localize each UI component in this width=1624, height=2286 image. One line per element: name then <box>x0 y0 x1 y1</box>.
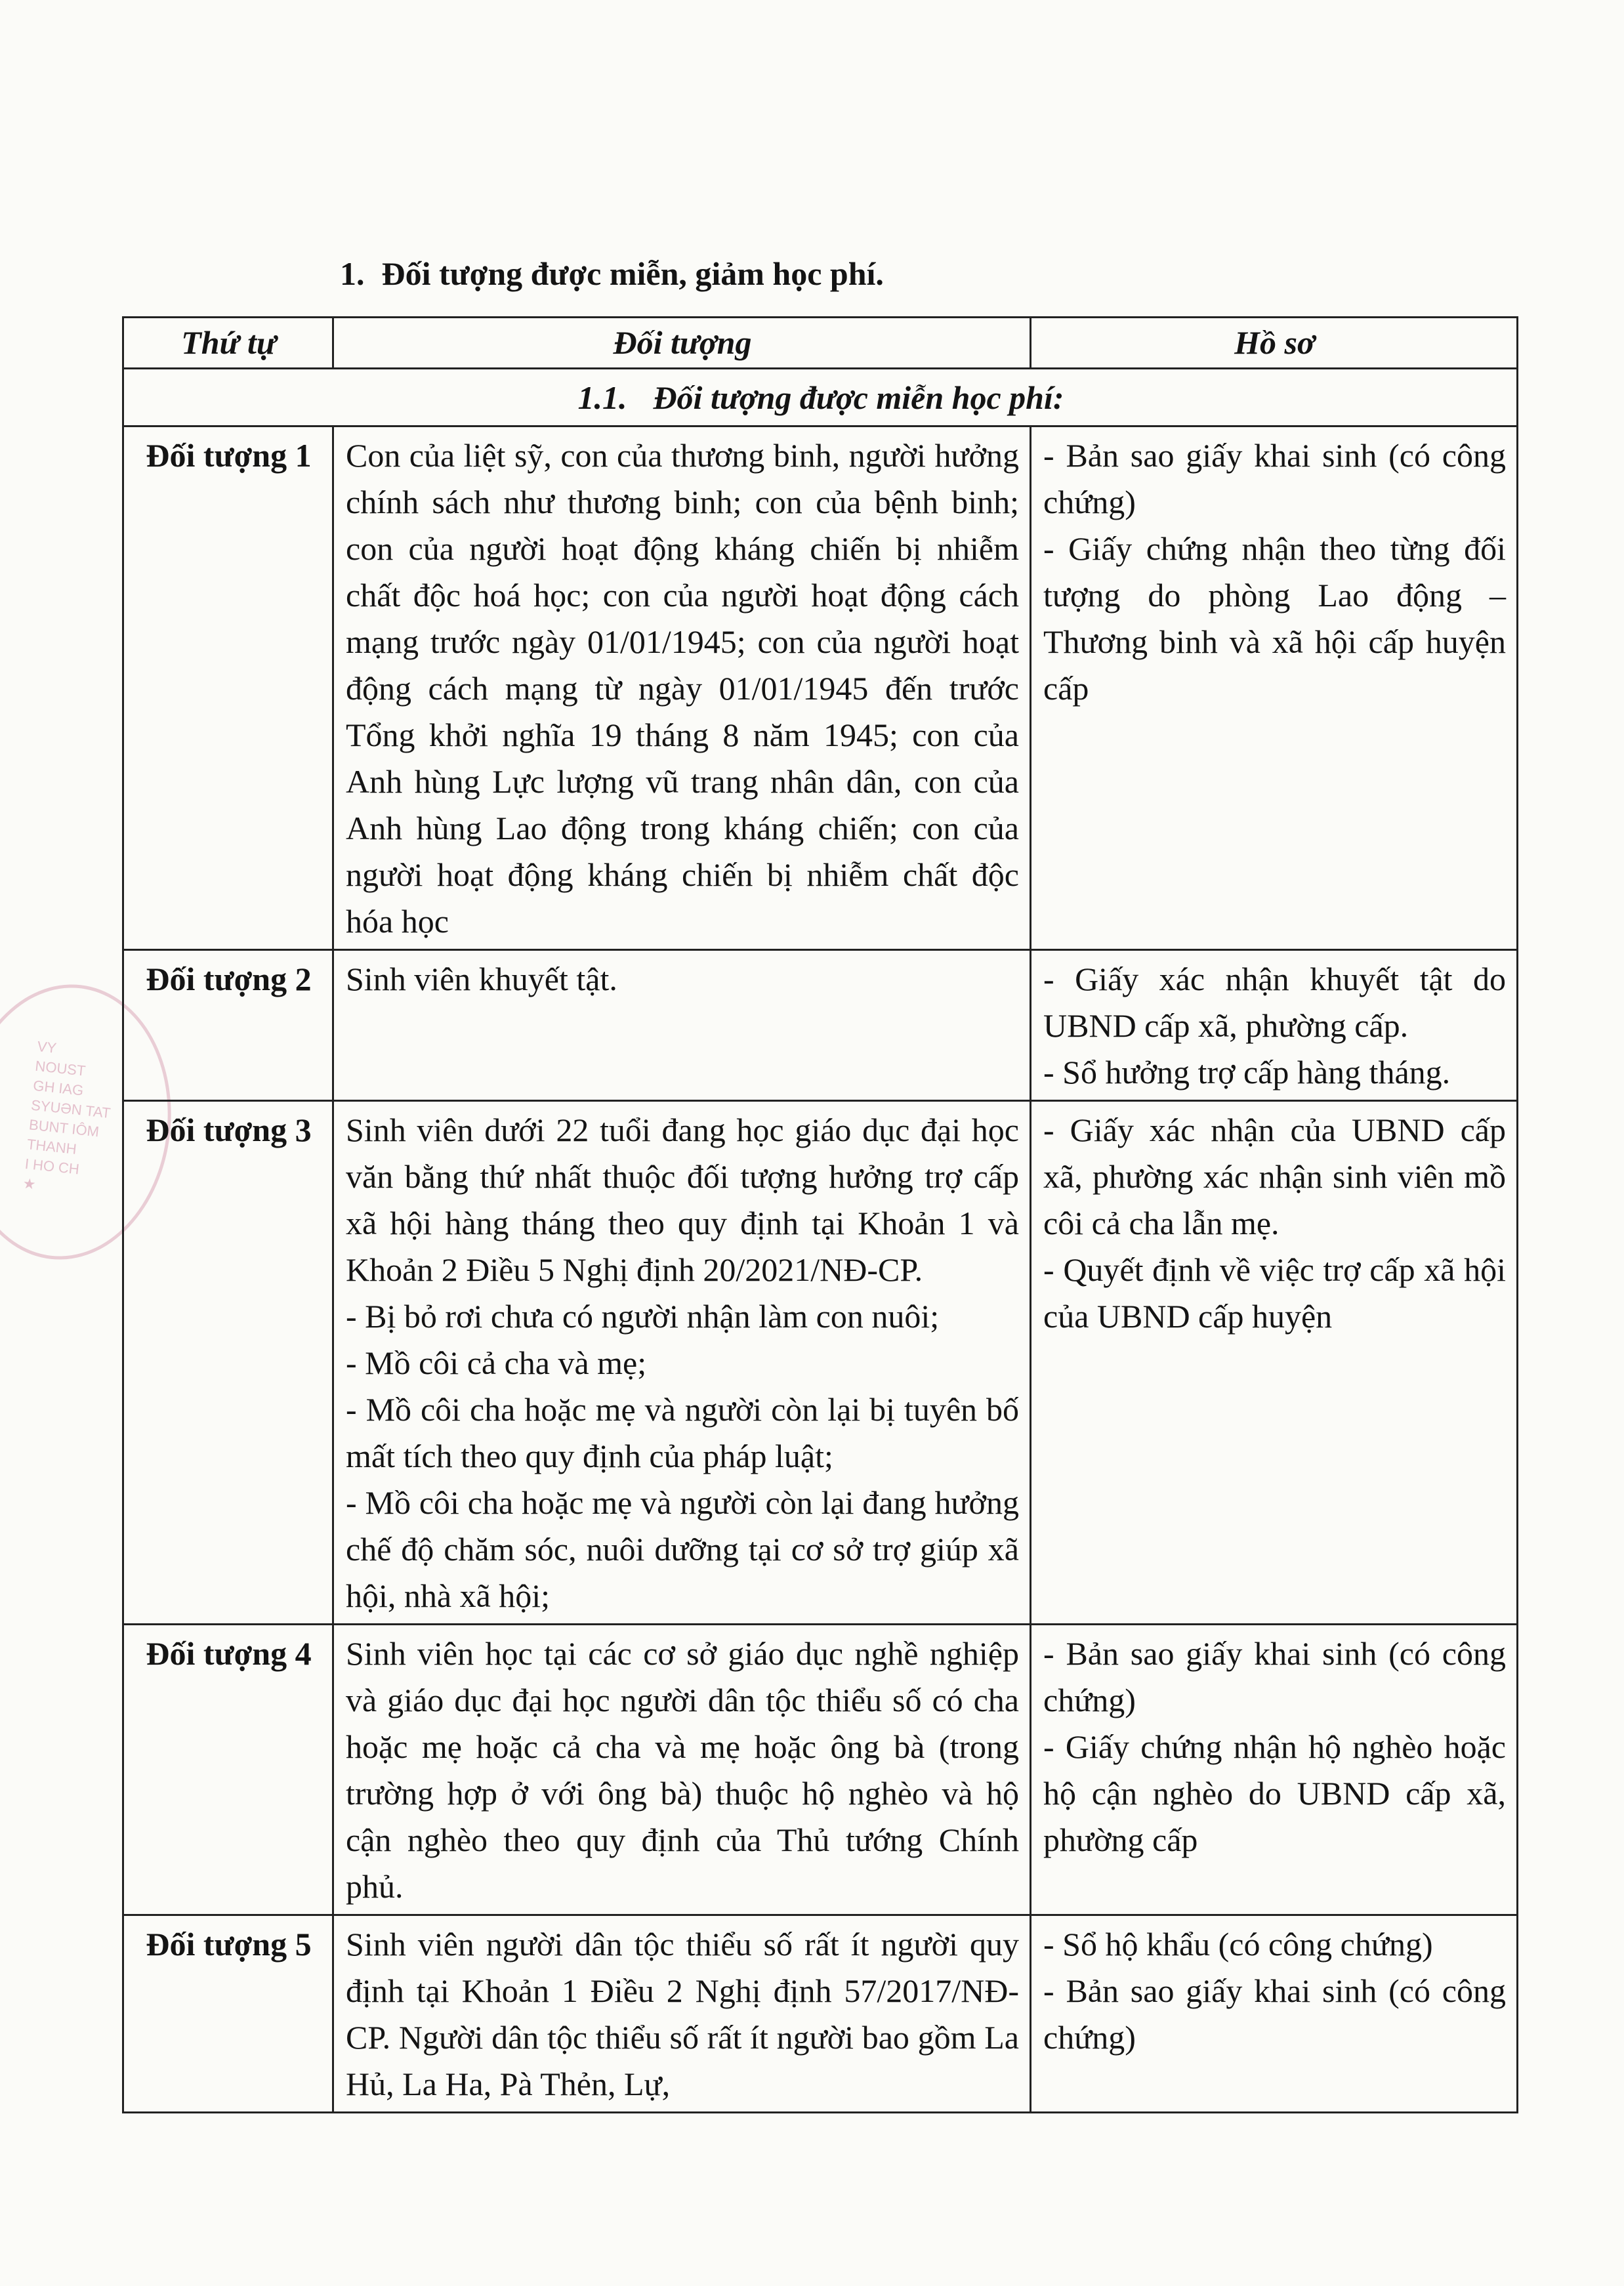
heading-number: 1. <box>340 255 365 292</box>
document-item: - Bản sao giấy khai sinh (có công chứng) <box>1043 1635 1506 1718</box>
stamp-text: VY <box>36 1037 58 1056</box>
header-subject: Đối tượng <box>333 318 1031 369</box>
document-item: - Quyết định về việc trợ cấp xã hội của UBND cấp huyện <box>1043 1251 1506 1335</box>
stamp-text: SYUƏN TAT <box>30 1096 112 1122</box>
row-documents <box>1031 1625 1518 1915</box>
eligibility-table <box>122 316 1518 2113</box>
stamp-star-icon: ★ <box>22 1174 37 1193</box>
row-documents <box>1031 1101 1518 1625</box>
row-description <box>333 950 1031 1101</box>
table-row <box>123 1625 1518 1915</box>
description-bullet: - Mồ côi cả cha và mẹ; <box>346 1344 647 1381</box>
section-heading <box>340 255 884 293</box>
row-label: Đối tượng 1 <box>123 426 333 950</box>
row-description <box>333 1625 1031 1915</box>
row-label: Đối tượng 5 <box>123 1915 333 2113</box>
table-row <box>123 950 1518 1101</box>
table-row <box>123 1101 1518 1625</box>
stamp-text: GH IAG <box>32 1077 85 1099</box>
description-bullet: - Mồ côi cha hoặc mẹ và người còn lại đang hưởng chế độ chăm sóc, nuôi dưỡng tại cơ sở trợ giúp xã hội, nhà xã hội; <box>346 1484 1019 1614</box>
document-item: - Bản sao giấy khai sinh (có công chứng) <box>1043 437 1506 520</box>
table-row <box>123 1915 1518 2113</box>
description-text: Sinh viên khuyết tật. <box>346 961 617 997</box>
document-item: - Giấy chứng nhận hộ nghèo hoặc hộ cận nghèo do UBND cấp xã, phường cấp <box>1043 1728 1506 1858</box>
description-text: Con của liệt sỹ, con của thương binh, người hưởng chính sách như thương binh; con của bệnh binh; con của người hoạt động kháng chiến bị nhiễm chất độc hoá học; con của người hoạt động cách mạng trước ngày 01/01/1945; con của người hoạt động cách mạng từ ngày 01/01/1945 đến trước Tổng khởi nghĩa 19 tháng 8 năm 1945; con của Anh hùng Lực lượng vũ trang nhân dân, con của Anh hùng Lao động trong kháng chiến; con của người hoạt động kháng chiến bị nhiễm chất độc hóa học <box>346 437 1019 940</box>
section-label: Đối tượng được miễn học phí: <box>653 379 1064 416</box>
row-label: Đối tượng 3 <box>123 1101 333 1625</box>
row-label: Đối tượng 4 <box>123 1625 333 1915</box>
section-row <box>123 369 1518 426</box>
description-bullet: - Bị bỏ rơi chưa có người nhận làm con nuôi; <box>346 1298 940 1335</box>
header-order: Thứ tự <box>123 318 333 369</box>
row-documents <box>1031 1915 1518 2113</box>
stamp-text: THANH <box>26 1136 77 1157</box>
document-item: - Bản sao giấy khai sinh (có công chứng) <box>1043 1972 1506 2056</box>
section-title <box>123 369 1518 426</box>
header-documents: Hồ sơ <box>1031 318 1518 369</box>
heading-text: Đối tượng được miễn, giảm học phí. <box>381 255 884 292</box>
row-description <box>333 1101 1031 1625</box>
row-label: Đối tượng 2 <box>123 950 333 1101</box>
description-text: Sinh viên dưới 22 tuổi đang học giáo dục đại học văn bằng thứ nhất thuộc đối tượng hưởng trợ cấp xã hội hàng tháng theo quy định tại Khoản 1 và Khoản 2 Điều 5 Nghị định 20/2021/NĐ-CP. <box>346 1112 1019 1288</box>
document-item: - Giấy xác nhận của UBND cấp xã, phường xác nhận sinh viên mồ côi cả cha lẫn mẹ. <box>1043 1112 1506 1241</box>
document-item: - Sổ hộ khẩu (có công chứng) <box>1043 1926 1433 1963</box>
document-item: - Giấy xác nhận khuyết tật do UBND cấp xã, phường cấp. <box>1043 961 1506 1044</box>
stamp-text: NOUST <box>34 1057 87 1079</box>
row-description <box>333 426 1031 950</box>
row-documents <box>1031 426 1518 950</box>
table-header-row <box>123 318 1518 369</box>
stamp-text: I HO CH <box>24 1155 81 1178</box>
document-item: - Giấy chứng nhận theo từng đối tượng do phòng Lao động – Thương binh và xã hội cấp huyện cấp <box>1043 530 1506 707</box>
document-item: - Sổ hưởng trợ cấp hàng tháng. <box>1043 1054 1451 1091</box>
row-description <box>333 1915 1031 2113</box>
description-bullet: - Mồ côi cha hoặc mẹ và người còn lại bị tuyên bố mất tích theo quy định của pháp luật; <box>346 1391 1019 1474</box>
stamp-text: BUNT IÔM <box>28 1116 100 1140</box>
row-documents <box>1031 950 1518 1101</box>
description-text: Sinh viên học tại các cơ sở giáo dục nghề nghiệp và giáo dục đại học người dân tộc thiểu số có cha hoặc mẹ hoặc cả cha và mẹ hoặc ông bà (trong trường hợp ở với ông bà) thuộc hộ nghèo và hộ cận nghèo theo quy định của Thủ tướng Chính phủ. <box>346 1635 1019 1905</box>
description-text: Sinh viên người dân tộc thiểu số rất ít người quy định tại Khoản 1 Điều 2 Nghị định 57/2017/NĐ-CP. Người dân tộc thiểu số rất ít người bao gồm La Hủ, La Ha, Pà Thẻn, Lự, <box>346 1926 1019 2102</box>
table-row <box>123 426 1518 950</box>
section-number: 1.1. <box>577 379 627 416</box>
